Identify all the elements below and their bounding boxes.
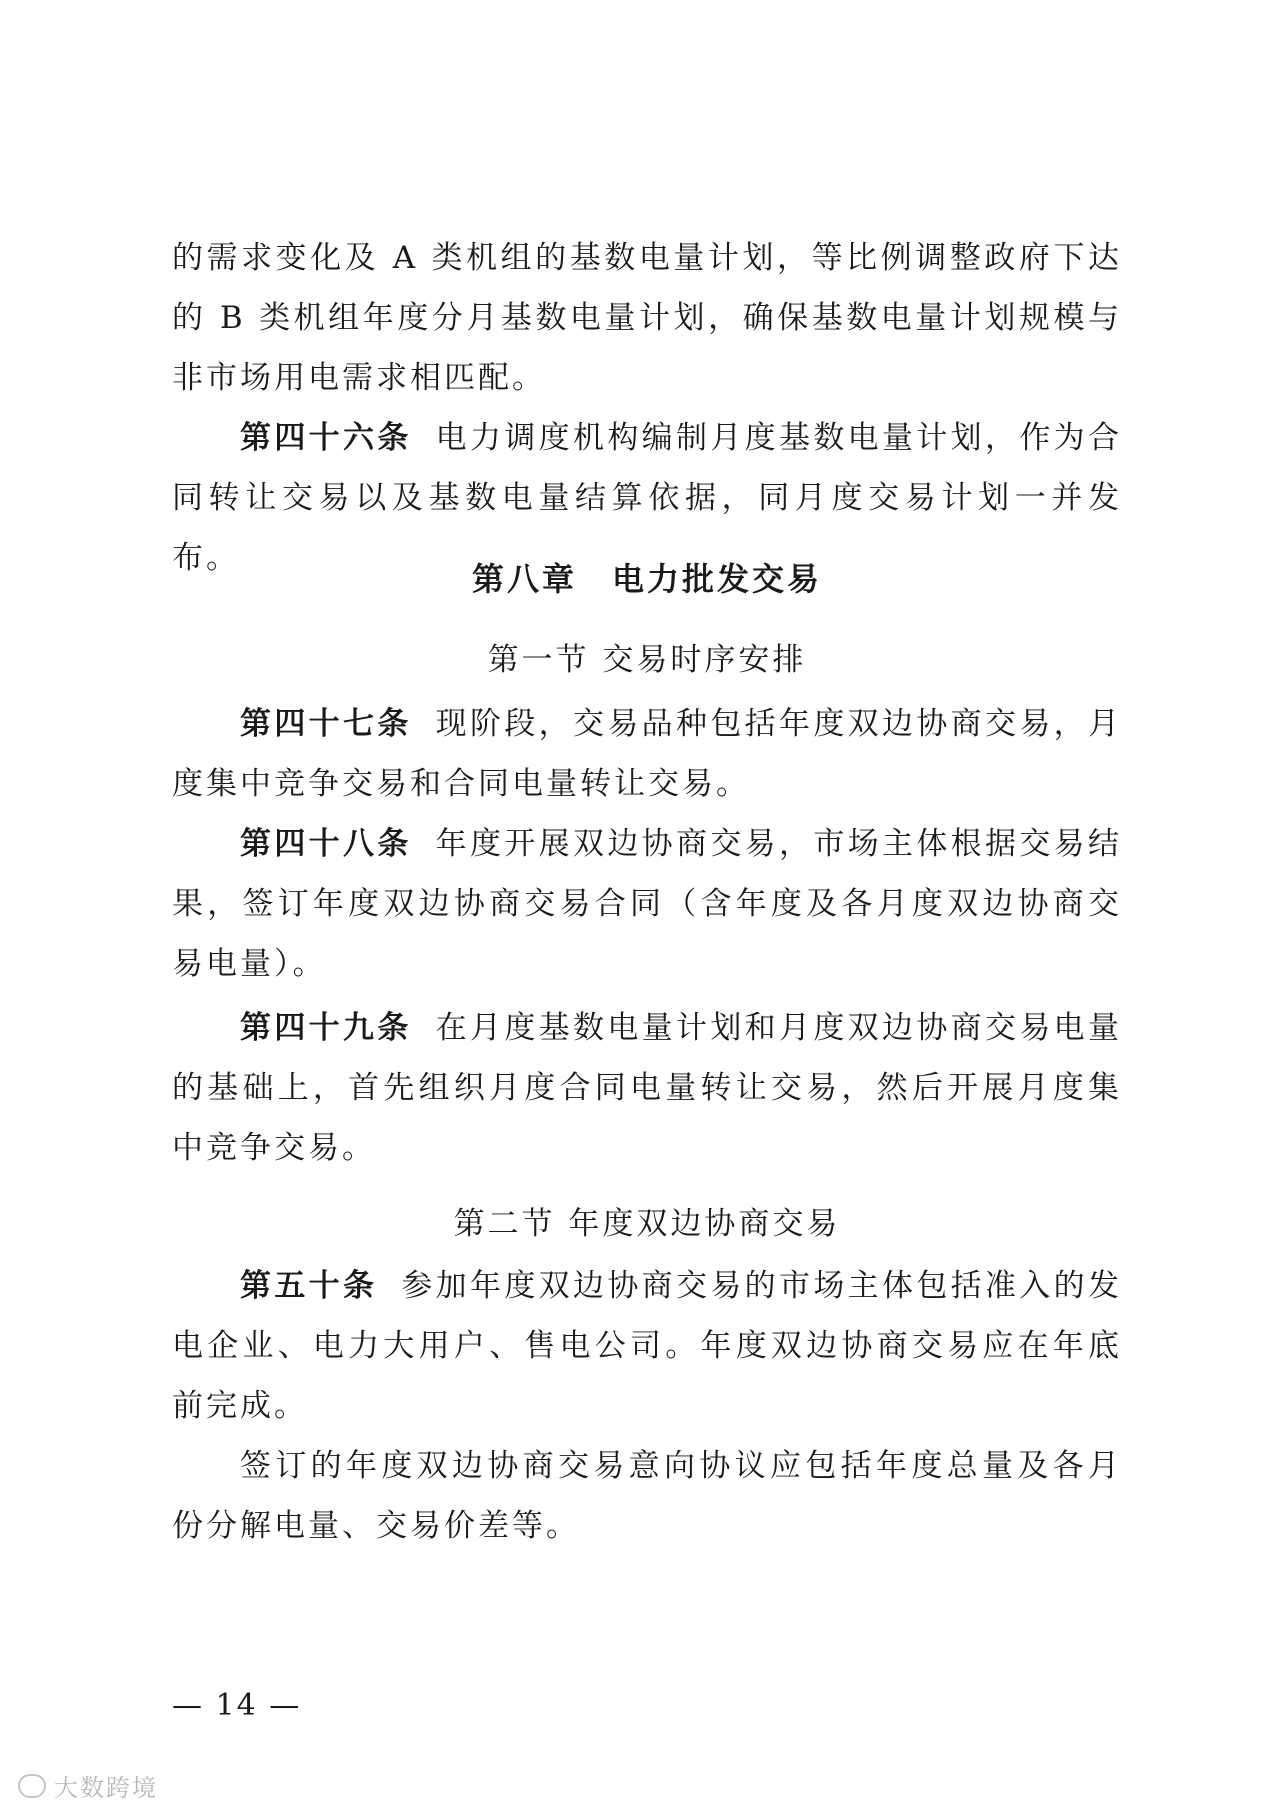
article-50-text: 参加年度双边协商交易的市场主体包括准入的发电企业、电力大用户、售电公司。年度双边协商交易应在年底前完成。 (172, 1268, 1123, 1424)
article-46-label: 第四十六条 (240, 420, 412, 456)
article-49-text: 在月度基数电量计划和月度双边协商交易电量的基础上，首先组织月度合同电量转让交易，然后开展月度集中竞争交易。 (172, 1010, 1123, 1166)
carryover-paragraph: 的需求变化及 A 类机组的基数电量计划，等比例调整政府下达的 B 类机组年度分月基数电量计划，确保基数电量计划规模与非市场用电需求相匹配。 (172, 240, 1122, 396)
article-46-text: 电力调度机构编制月度基数电量计划，作为合同转让交易以及基数电量结算依据，同月度交易计划一并发布。 (172, 420, 1123, 576)
article-47-text: 现阶段，交易品种包括年度双边协商交易，月度集中竞争交易和合同电量转让交易。 (172, 706, 1123, 802)
article-47-block (172, 694, 1122, 814)
article-47 (172, 694, 1122, 814)
watermark (18, 1768, 158, 1803)
article-48 (172, 814, 1122, 994)
watermark-logo-icon (18, 1774, 46, 1798)
article-49 (172, 998, 1122, 1178)
article-48-text: 年度开展双边协商交易，市场主体根据交易结果，签订年度双边协商交易合同（含年度及各月度双边协商交易电量）。 (172, 826, 1123, 982)
article-48-block (172, 814, 1122, 994)
article-49-label: 第四十九条 (240, 1010, 412, 1046)
article-50-block (172, 1256, 1122, 1556)
section-1-title: 第一节 交易时序安排 (487, 642, 807, 678)
chapter-title: 第八章 电力批发交易 (471, 560, 822, 598)
carryover-paragraph-block (172, 228, 1122, 408)
watermark-text: 大数跨境 (54, 1774, 158, 1802)
section-2-title: 第二节 年度双边协商交易 (453, 1206, 841, 1242)
article-50 (172, 1256, 1122, 1436)
article-50-paragraph-2: 签订的年度双边协商交易意向协议应包括年度总量及各月份分解电量、交易价差等。 (172, 1448, 1122, 1544)
article-47-label: 第四十七条 (240, 706, 412, 742)
page-number: — 14 — (172, 1688, 302, 1723)
article-48-label: 第四十八条 (240, 826, 412, 862)
article-49-block (172, 998, 1122, 1178)
article-50-label: 第五十条 (240, 1268, 378, 1304)
